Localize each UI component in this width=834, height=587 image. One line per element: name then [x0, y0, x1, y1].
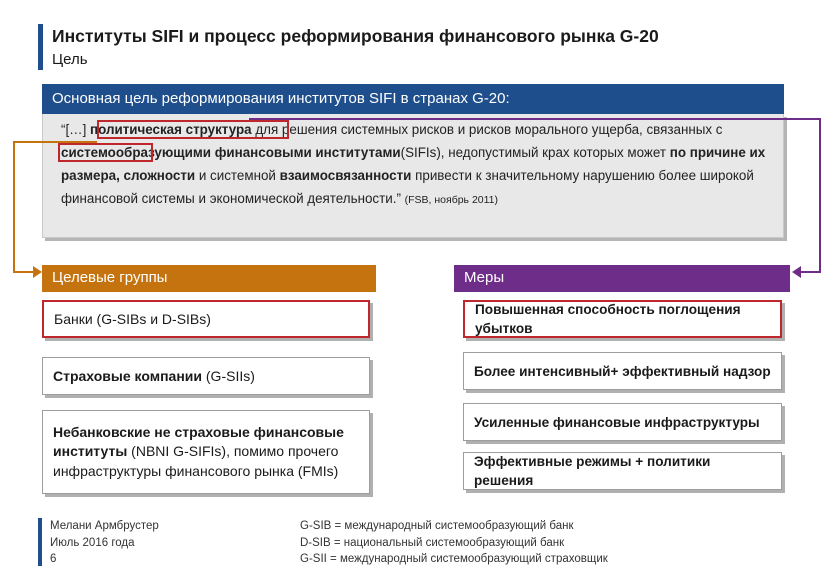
measure-text: Эффективные режимы + политики решения — [474, 454, 711, 488]
target-group-banks — [42, 300, 370, 338]
footer-info — [50, 518, 159, 568]
footer-accent-bar — [38, 518, 42, 566]
quote-part: “[…] — [61, 122, 91, 137]
measure-loss-absorbency — [463, 300, 782, 338]
legend-item: D-SIB = национальный системообразующий банк — [300, 536, 565, 549]
target-group-text: (G-SIIs) — [202, 368, 255, 384]
legend-item: G-SIB = международный системообразующий банк — [300, 520, 574, 532]
quote-part: и системной — [195, 168, 280, 183]
orange-connector — [14, 142, 97, 272]
quote-part: привести к значительному нарушению более широкой финансовой системы и экономической деятельности.” — [61, 168, 754, 206]
page-number: 6 — [50, 553, 57, 565]
target-group-text: Банки (G-SIBs и D-SIBs) — [54, 311, 211, 327]
page-title: Институты SIFI и процесс реформирования финансового рынка G-20 — [52, 26, 659, 46]
footer-author: Мелани Армбрустер — [50, 520, 159, 532]
purple-arrowhead — [792, 266, 801, 278]
legend-item: G-SII = международный системообразующий страховщик — [300, 553, 608, 565]
quote-part: для решения системных рисков и рисков морального ущерба, связанных с — [251, 122, 723, 137]
abbreviation-legend — [300, 518, 608, 568]
target-group-bold: Небанковские не страховые финансовые институты — [53, 423, 344, 460]
quote-emphasis: взаимосвязанности — [279, 168, 412, 183]
measure-supervision — [463, 352, 782, 390]
page-subtitle: Цель — [52, 51, 88, 68]
measure-resolution — [463, 452, 782, 490]
target-group-insurers — [42, 357, 370, 395]
measure-text: Повышенная способность поглощения убытков — [475, 302, 741, 336]
measure-text: Усиленные финансовые инфраструктуры — [474, 414, 760, 430]
purple-connector — [250, 119, 820, 272]
footer-date: Июль 2016 года — [50, 536, 135, 549]
target-groups-heading: Целевые группы — [42, 265, 376, 292]
target-group-nbni — [42, 410, 370, 494]
quote-emphasis: системообразующими финансовыми институтами — [61, 145, 401, 160]
target-group-bold: Страховые компании — [53, 368, 202, 384]
quote-part: (SIFIs), недопустимый крах которых может — [400, 145, 670, 160]
measure-text: Более интенсивный+ эффективный надзор — [474, 363, 771, 379]
quote-emphasis: по причине их размера, сложности — [61, 145, 766, 183]
quote-source: (FSB, ноябрь 2011) — [404, 194, 499, 206]
measures-heading: Меры — [454, 265, 790, 292]
orange-arrowhead — [33, 266, 42, 278]
target-group-text: (NBNI G-SIFIs), помимо прочего инфраструктуры финансового рынка (FMIs) — [53, 443, 339, 479]
measure-infrastructure — [463, 403, 782, 441]
quote-emphasis: политическая структура — [90, 122, 252, 137]
goal-heading: Основная цель реформирования институтов SIFI в странах G-20: — [42, 84, 784, 114]
